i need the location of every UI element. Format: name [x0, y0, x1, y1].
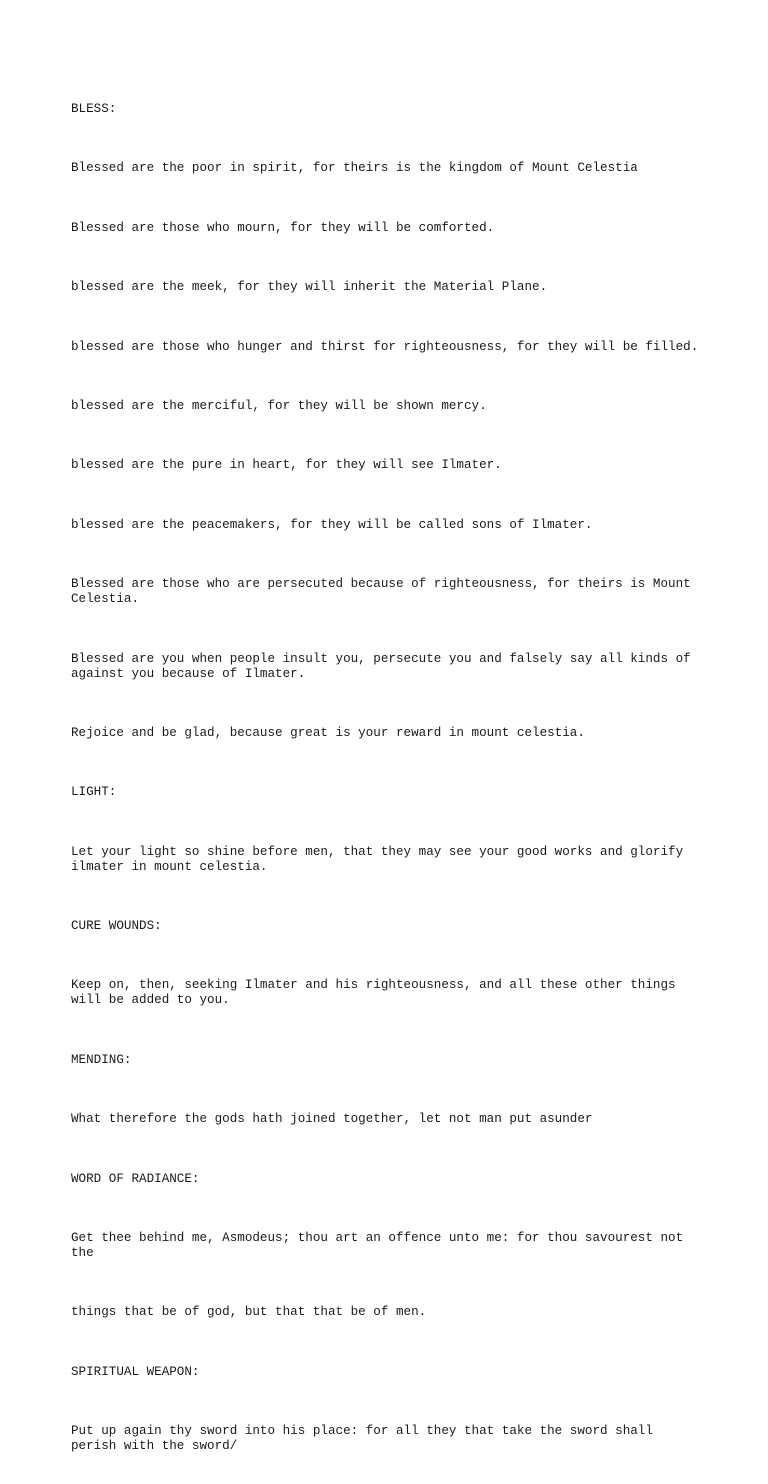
heading-bless: BLESS:: [71, 102, 117, 116]
heading-cure-wounds: CURE WOUNDS:: [71, 919, 162, 934]
heading-spiritual-weapon: SPIRITUAL WEAPON:: [71, 1364, 200, 1379]
paragraph: blessed are the pure in heart, for they will see Ilmater.: [71, 458, 502, 473]
paragraph: things that be of god, but that that be of men.: [71, 1305, 427, 1320]
paragraph: Blessed are those who mourn, for they will be comforted.: [71, 220, 495, 235]
paragraph: Blessed are you when people insult you, persecute you and falsely say all kinds of against you because of Ilmater.: [71, 651, 691, 681]
paragraph: blessed are the meek, for they will inherit the Material Plane.: [71, 280, 548, 295]
paragraph: Get thee behind me, Asmodeus; thou art an offence unto me: for thou savourest not the: [71, 1231, 684, 1261]
paragraph: blessed are the merciful, for they will be shown mercy.: [71, 398, 487, 413]
document-body: [71, 72, 711, 1484]
paragraph: Blessed are the poor in spirit, for theirs is the kingdom of Mount Celestia: [71, 161, 638, 176]
paragraph: blessed are the peacemakers, for they will be called sons of Ilmater.: [71, 517, 593, 532]
paragraph: Rejoice and be glad, because great is your reward in mount celestia.: [71, 725, 585, 740]
paragraph: Blessed are those who are persecuted because of righteousness, for theirs is Mount Celestia.: [71, 577, 691, 607]
paragraph: What therefore the gods hath joined together, let not man put asunder: [71, 1112, 593, 1127]
heading-word-of-radiance: WORD OF RADIANCE:: [71, 1171, 200, 1186]
heading-mending: MENDING:: [71, 1052, 132, 1067]
paragraph: Let your light so shine before men, that they may see your good works and glorify ilmater in mount celestia.: [71, 844, 684, 874]
paragraph: Keep on, then, seeking Ilmater and his righteousness, and all these other things will be added to you.: [71, 978, 676, 1008]
paragraph: blessed are those who hunger and thirst for righteousness, for they will be filled.: [71, 339, 699, 354]
heading-light: LIGHT:: [71, 785, 117, 800]
paragraph: Put up again thy sword into his place: for all they that take the sword shall perish with the sword/: [71, 1424, 653, 1454]
